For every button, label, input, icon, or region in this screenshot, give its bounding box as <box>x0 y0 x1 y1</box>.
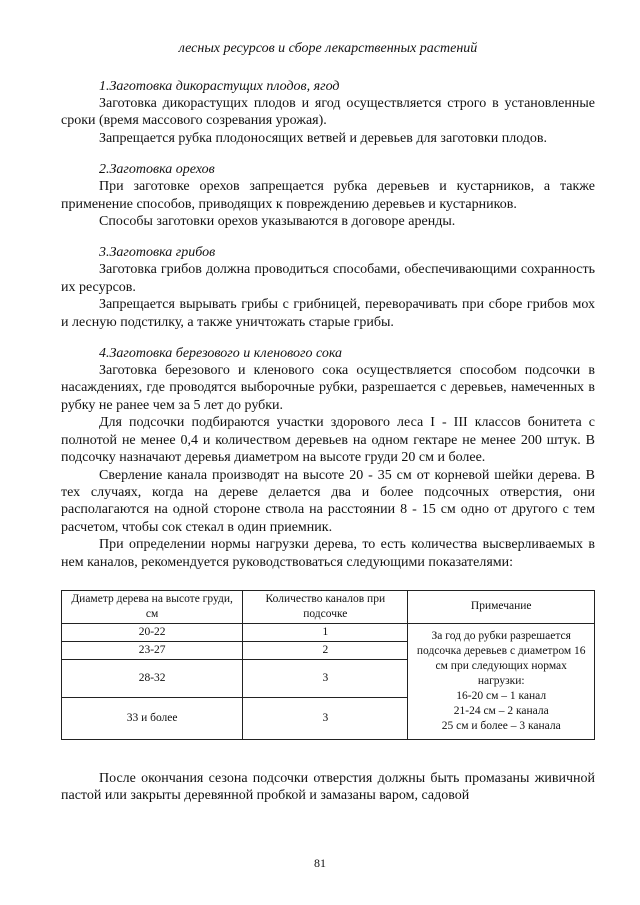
table-cell: 20-22 <box>62 623 243 641</box>
table-note-cell <box>408 623 595 739</box>
paragraph: Запрещается рубка плодоносящих ветвей и деревьев для заготовки плодов. <box>99 130 548 146</box>
table-cell: 33 и более <box>62 697 243 739</box>
note-line: 16-20 см – 1 канал <box>456 689 547 702</box>
table-cell: 23-27 <box>62 641 243 659</box>
table-cell: 28-32 <box>62 659 243 697</box>
section-nuts <box>61 161 595 230</box>
section-heading: 3.Заготовка грибов <box>99 245 216 261</box>
table-cell: 1 <box>243 623 408 641</box>
page-content <box>61 40 595 805</box>
section-sap <box>61 345 595 571</box>
section-heading: 4.Заготовка березового и кленового сока <box>99 346 343 362</box>
note-line: 21-24 см – 2 канала <box>453 704 549 717</box>
section-fruits <box>61 78 595 147</box>
table-cell: 3 <box>243 659 408 697</box>
paragraph: Заготовка березового и кленового сока осуществляется способом подсочки в насаждениях, где проводятся выборочные рубки, разрешается с деревьев, намеченных в рубку не ранее чем за 5 лет до рубки. <box>61 363 595 413</box>
note-line: За год до рубки разрешается подсочка деревьев с диаметром 16 см при следующих нормах нагрузки: <box>416 629 586 687</box>
section-mushrooms <box>61 244 595 331</box>
tapping-norms-table <box>61 590 595 740</box>
section-heading: 2.Заготовка орехов <box>99 162 215 178</box>
paragraph: Для подсочки подбираются участки здорового леса I - III классов бонитета с полнотой не менее 0,4 и количеством деревьев на одном гектаре не менее 200 штук. В подсочку назначают деревья диаметром на высоте груди 20 см и более. <box>61 415 595 466</box>
paragraph: Заготовка дикорастущих плодов и ягод осуществляется строго в установленные сроки (время массового созревания урожая). <box>61 96 595 129</box>
table-header-row <box>62 590 595 623</box>
running-header: лесных ресурсов и сборе лекарственных растений <box>178 41 478 56</box>
paragraph: Способы заготовки орехов указываются в договоре аренды. <box>99 214 456 230</box>
paragraph: При определении нормы нагрузки дерева, то есть количества высверливаемых в нем каналов, рекомендуется руководствоваться следующими показателями: <box>61 537 595 570</box>
paragraph: При заготовке орехов запрещается рубка деревьев и кустарников, а также применение способов, приводящих к повреждению деревьев и кустарников. <box>61 179 595 212</box>
table-header-cell: Диаметр дерева на высоте груди, см <box>62 590 243 623</box>
page-number: 81 <box>314 856 326 870</box>
paragraph: После окончания сезона подсочки отверстия должны быть промазаны живичной пастой или закрыты деревянной пробкой и замазаны варом, садовой <box>61 770 595 804</box>
section-heading: 1.Заготовка дикорастущих плодов, ягод <box>99 79 340 94</box>
note-line: 25 см и более – 3 канала <box>441 719 561 732</box>
paragraph: Запрещается вырывать грибы с грибницей, переворачивать при сборе грибов мох и лесную подстилку, а также уничтожать старые грибы. <box>61 297 595 330</box>
table-header-cell: Примечание <box>408 590 595 623</box>
table-cell: 3 <box>243 697 408 739</box>
table-row <box>62 623 595 641</box>
table-header-cell: Количество каналов при подсочке <box>243 590 408 623</box>
paragraph: Заготовка грибов должна проводиться способами, обеспечивающими сохранность их ресурсов. <box>61 262 595 295</box>
paragraph: Сверление канала производят на высоте 20 - 35 см от корневой шейки дерева. В тех случаях, когда на дереве делается два и более подсочных отверстия, они располагаются на одной стороне ствола на расстоянии 8 - 15 см одно от другого с тем расчетом, чтобы сок стекал в один приемник. <box>61 467 595 535</box>
table-cell: 2 <box>243 641 408 659</box>
